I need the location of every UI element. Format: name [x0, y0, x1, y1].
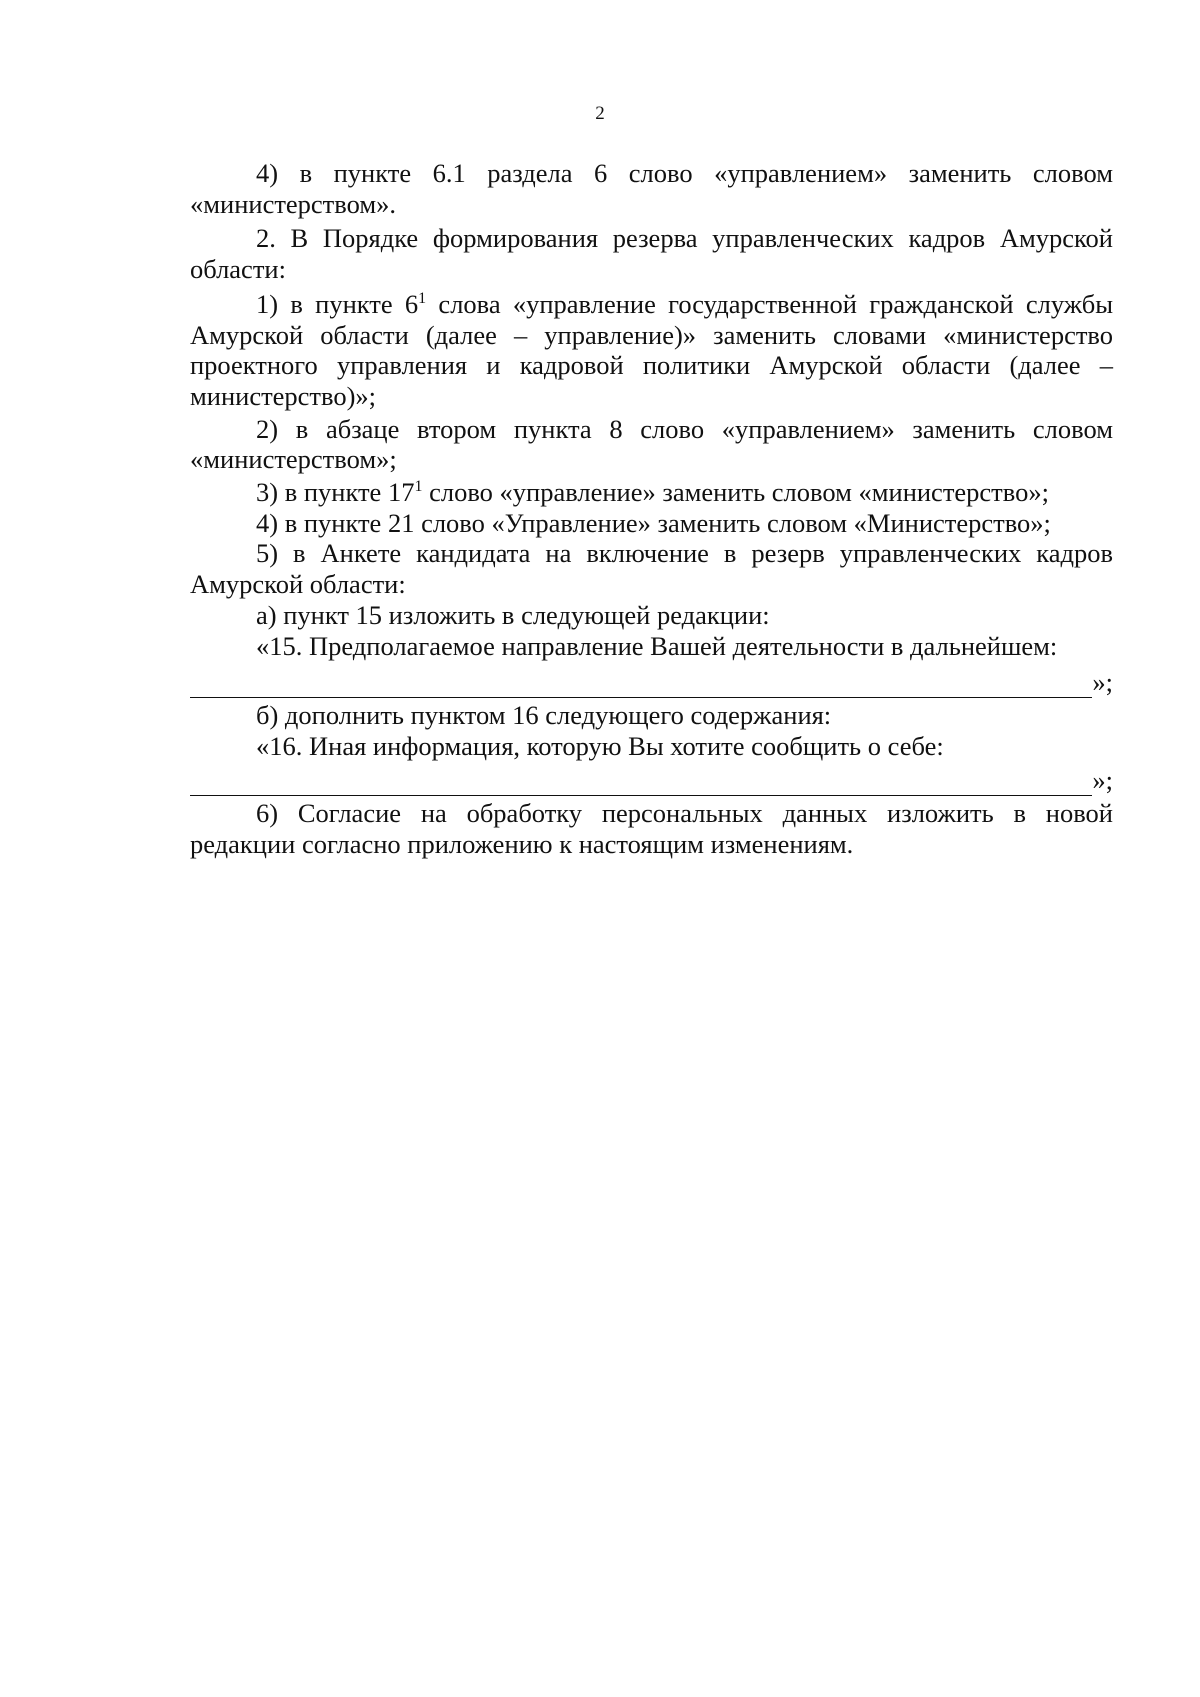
blank-line-closing: »;	[1092, 667, 1113, 698]
paragraph-text-start: 1) в пункте 6	[256, 288, 419, 319]
paragraph-subitem-3-point-17-1	[190, 477, 1113, 508]
paragraph-subitem-a-point-15: а) пункт 15 изложить в следующей редакции:	[256, 599, 770, 630]
superscript-marker: 1	[414, 478, 423, 496]
paragraph-text-end: слова «управление государственной гражданской службы Амурской области (далее – управление)» заменить словами «министерство проектного управления и кадровой политики Амурской области (далее – министерство)»;	[190, 288, 1114, 411]
paragraph-subitem-1-point-6-1	[190, 289, 1113, 412]
paragraph-subitem-2-point-8: 2) в абзаце втором пункта 8 слово «управлением» заменить словом «министерством»;	[190, 413, 1113, 475]
blank-underline	[190, 771, 1092, 796]
paragraph-text-start: 3) в пункте 17	[256, 477, 415, 508]
superscript-marker: 1	[418, 289, 427, 307]
blank-line-point-16	[190, 765, 1113, 796]
blank-underline	[190, 673, 1092, 698]
paragraph-item-4-section-6: 4) в пункте 6.1 раздела 6 слово «управлением» заменить словом «министерством».	[190, 158, 1113, 219]
paragraph-point-16-text: «16. Иная информация, которую Вы хотите сообщить о себе:	[256, 730, 944, 761]
blank-line-closing: »;	[1092, 765, 1113, 796]
blank-line-point-15	[190, 667, 1113, 698]
paragraph-subitem-4-point-21: 4) в пункте 21 слово «Управление» заменить словом «Министерство»;	[256, 507, 1051, 538]
page-number: 2	[595, 103, 605, 124]
paragraph-subitem-5-questionnaire: 5) в Анкете кандидата на включение в резерв управленческих кадров Амурской области:	[190, 538, 1113, 600]
paragraph-point-15-text: «15. Предполагаемое направление Вашей деятельности в дальнейшем:	[256, 630, 1058, 661]
paragraph-item-2-reserve-order: 2. В Порядке формирования резерва управленческих кадров Амурской области:	[190, 223, 1113, 285]
document-body	[190, 158, 1113, 859]
paragraph-text-end: слово «управление» заменить словом «министерство»;	[422, 477, 1049, 508]
paragraph-subitem-b-point-16: б) дополнить пунктом 16 следующего содержания:	[256, 699, 832, 730]
paragraph-subitem-6-consent: 6) Согласие на обработку персональных данных изложить в новой редакции согласно приложению к настоящим изменениям.	[190, 798, 1113, 859]
